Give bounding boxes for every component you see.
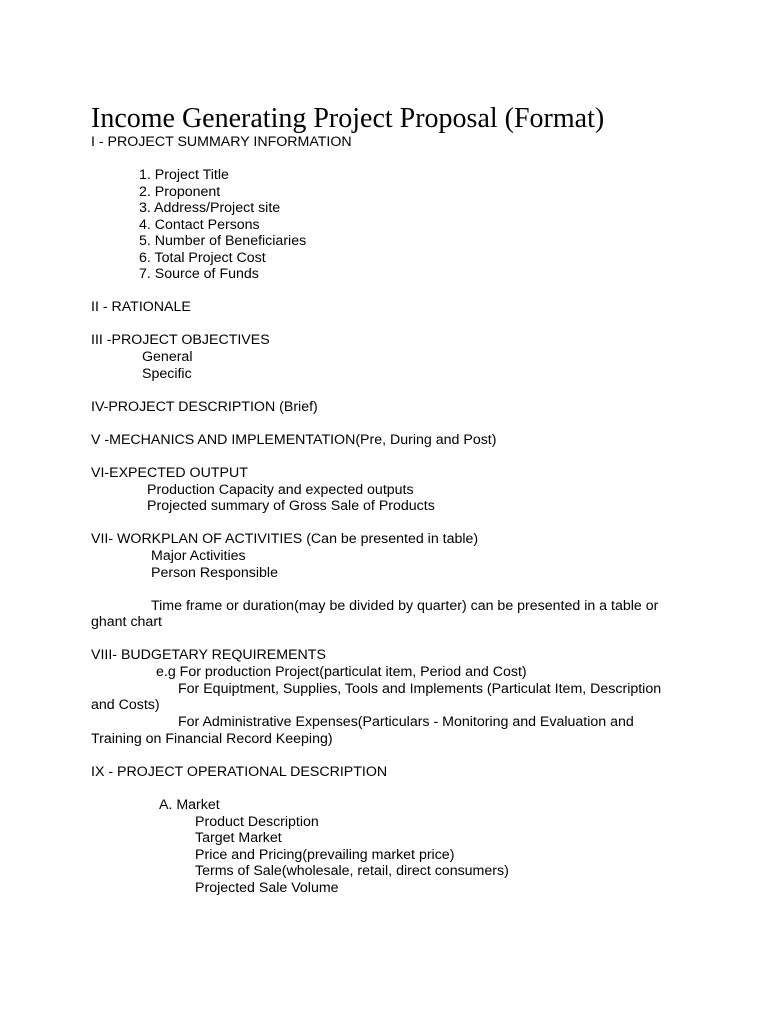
budget-item-equipment-line2: and Costs) — [91, 697, 160, 713]
section-heading-operational: IX - PROJECT OPERATIONAL DESCRIPTION — [91, 764, 388, 780]
section-heading-expected-output: VI-EXPECTED OUTPUT — [91, 465, 248, 481]
workplan-item-major-activities: Major Activities — [151, 548, 246, 564]
summary-item-beneficiaries: 5. Number of Beneficiaries — [139, 233, 307, 249]
summary-item-total-cost: 6. Total Project Cost — [139, 249, 266, 266]
budget-item-administrative-line1: For Administrative Expenses(Particulars - Monitoring and Evaluation and — [178, 714, 634, 730]
workplan-timeframe-line1: Time frame or duration(may be divided by quarter) can be presented in a table or — [151, 598, 659, 614]
section-heading-objectives: III -PROJECT OBJECTIVES — [91, 332, 270, 348]
section-heading-rationale: II - RATIONALE — [91, 299, 191, 315]
summary-item-project-title: 1. Project Title — [139, 167, 229, 183]
summary-item-source-of-funds: 7. Source of Funds — [139, 266, 259, 282]
workplan-item-person-responsible: Person Responsible — [151, 565, 278, 581]
operational-subheading-market: A. Market — [159, 797, 220, 813]
objective-item-general: General — [142, 349, 193, 365]
budget-item-production: e.g For production Project(particulat item, Period and Cost) — [156, 664, 527, 680]
output-item-production-capacity: Production Capacity and expected outputs — [147, 482, 414, 498]
section-heading-mechanics: V -MECHANICS AND IMPLEMENTATION(Pre, During and Post) — [91, 432, 497, 448]
summary-item-contact-persons: 4. Contact Persons — [139, 216, 260, 233]
document-title: Income Generating Project Proposal (Format) — [91, 103, 605, 134]
summary-item-address: 3. Address/Project site — [139, 200, 281, 216]
section-heading-description: IV-PROJECT DESCRIPTION (Brief) — [91, 399, 318, 415]
output-item-gross-sale: Projected summary of Gross Sale of Products — [147, 498, 435, 514]
market-item-projected-volume: Projected Sale Volume — [195, 880, 339, 896]
section-heading-budgetary: VIII- BUDGETARY REQUIREMENTS — [91, 647, 326, 663]
workplan-timeframe-line2: ghant chart — [91, 614, 162, 630]
budget-item-equipment-line1: For Equiptment, Supplies, Tools and Implements (Particulat Item, Description — [178, 681, 662, 697]
summary-item-proponent: 2. Proponent — [139, 183, 221, 200]
section-heading-project-summary: I - PROJECT SUMMARY INFORMATION — [91, 134, 352, 150]
market-item-pricing: Price and Pricing(prevailing market price) — [195, 847, 455, 863]
market-item-target-market: Target Market — [195, 830, 282, 846]
objective-item-specific: Specific — [142, 366, 192, 382]
budget-item-administrative-line2: Training on Financial Record Keeping) — [91, 731, 333, 747]
market-item-terms-of-sale: Terms of Sale(wholesale, retail, direct consumers) — [195, 863, 509, 879]
market-item-product-description: Product Description — [195, 814, 319, 830]
section-heading-workplan: VII- WORKPLAN OF ACTIVITIES (Can be presented in table) — [91, 531, 479, 547]
